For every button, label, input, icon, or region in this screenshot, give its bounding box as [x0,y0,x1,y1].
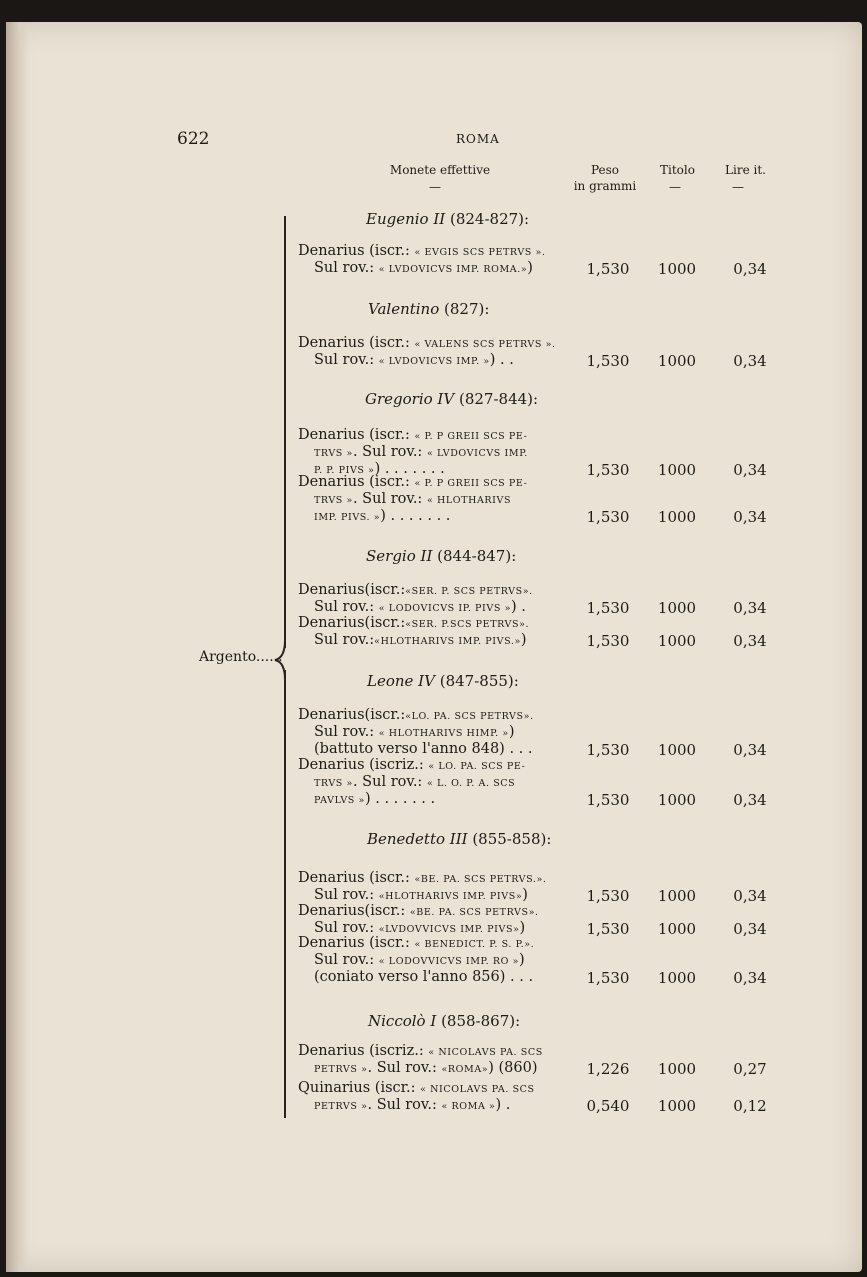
coin-inscription: PETRVS » [314,1101,368,1112]
coin-text: ) . [495,1097,511,1113]
coin-peso: 1,530 [586,741,630,759]
coin-inscription: « LVDOVICVS IMP. [426,448,528,459]
reign-heading: Sergio II (844-847): [366,547,517,565]
coin-text: Denarius (iscr.: [298,935,415,951]
coin-peso: 1,530 [586,887,630,905]
column-header-weight: Peso [590,163,620,177]
coin-inscription: TRVS » [314,778,353,789]
coin-description-line [298,757,525,775]
coin-description-line [298,427,527,445]
coin-lire: 0,34 [733,260,767,278]
coin-inscription: « P. P GREII SCS PE- [414,431,528,442]
column-header-dash: — [732,180,744,194]
coin-inscription: « ROMA » [441,1101,496,1112]
brace-upper [284,216,286,648]
coin-inscription: «LO. PA. SCS PETRVS». [405,711,534,722]
coin-description-line [314,969,533,986]
coin-description-line [314,952,525,970]
coin-inscription: « L. O. P. A. SCS [426,778,516,789]
coin-inscription: «BE. PA. SCS PETRVS». [409,907,539,918]
coin-peso: 1,530 [586,791,630,809]
coin-inscription: P. P. PIVS » [314,465,375,476]
coin-titolo: 1000 [657,969,697,987]
coin-text: . Sul rov.: [352,444,427,460]
coin-inscription: PETRVS » [314,1064,368,1075]
coin-peso: 1,530 [586,599,630,617]
coin-lire: 0,34 [733,352,767,370]
coin-description-line [298,1080,535,1098]
coin-text: ) [519,920,526,936]
coin-lire: 0,34 [733,632,767,650]
coin-inscription: «SER. P.SCS PETRVS». [405,619,530,630]
coin-inscription: « NICOLAVS PA. SCS [428,1047,543,1058]
brace-lower [284,670,286,1118]
coin-description-line [298,870,547,888]
coin-text: ) (860) [488,1060,538,1076]
coin-text: ) . [511,599,526,615]
coin-text: Denarius(iscr.: [298,707,406,723]
coin-description-line [298,474,527,492]
coin-description-line [298,582,533,600]
coin-peso: 1,530 [586,352,630,370]
coin-text: Sul rov.: [314,724,379,740]
coin-description-line [314,491,511,509]
coin-text: Denarius (iscriz.: [298,1043,429,1059]
coin-inscription: « LO. PA. SCS PE- [428,761,526,772]
coin-inscription: «SER. P. SCS PETRVS». [405,586,533,597]
coin-inscription: « EVGIS SCS PETRVS ». [414,247,546,258]
coin-description-line [314,1060,538,1078]
coin-text: . Sul rov.: [367,1097,442,1113]
coin-text: ) [522,887,528,903]
coin-description-line [298,243,546,261]
coin-text: ) [527,260,533,276]
coin-inscription: «HLOTHARIVS IMP. PIVS.» [374,636,521,647]
coin-titolo: 1000 [657,1097,697,1115]
coin-inscription: «BE. PA. SCS PETRVS.». [414,874,547,885]
coin-text: Quinarius (iscr.: [298,1080,421,1096]
coin-inscription: « LODOVVICVS IMP. RO » [378,956,520,967]
coin-description-line [298,615,529,633]
coin-description-line [314,508,450,526]
coin-text: (battuto verso l'anno 848) . . . [314,741,533,757]
coin-text: Denarius (iscr.: [298,335,415,351]
coin-titolo: 1000 [657,461,697,479]
coin-description-line [298,335,556,353]
coin-text: Sul rov.: [314,920,379,936]
coin-lire: 0,12 [733,1097,767,1115]
coin-text: . Sul rov.: [352,491,427,507]
page-gutter-shadow [6,22,28,1272]
coin-peso: 1,530 [586,920,630,938]
coin-titolo: 1000 [657,632,697,650]
running-head: ROMA [456,132,500,146]
coin-text: Denarius(iscr.: [298,903,410,919]
coin-titolo: 1000 [657,1060,697,1078]
coin-lire: 0,34 [733,887,767,905]
coin-text: Denarius(iscr.: [298,615,406,631]
coin-text: Denarius(iscr.: [298,582,406,598]
coin-inscription: « BENEDICT. P. S. P.». [414,939,535,950]
page-number: 622 [177,129,210,149]
coin-text: Sul rov.: [314,952,379,968]
coin-description-line [314,791,435,809]
coin-description-line [314,632,527,650]
coin-inscription: TRVS » [314,495,353,506]
coin-description-line [298,903,539,921]
coin-inscription: « LVDOVICVS IMP. ROMA.» [378,264,528,275]
coin-titolo: 1000 [657,887,697,905]
coin-text: (coniato verso l'anno 856) . . . [314,969,534,985]
coin-lire: 0,34 [733,461,767,479]
coin-text: Denarius (iscr.: [298,427,415,443]
coin-peso: 1,530 [586,508,630,526]
coin-text: ) [508,724,515,740]
coin-inscription: IMP. PIVS. » [314,512,381,523]
coin-description-line [314,774,515,792]
coin-inscription: « P. P GREII SCS PE- [414,478,528,489]
coin-description-line [314,352,514,370]
reign-heading: Valentino (827): [368,300,490,318]
coin-lire: 0,34 [733,599,767,617]
coin-titolo: 1000 [657,920,697,938]
metal-label: Argento...... [199,649,283,665]
coin-inscription: «LVDOVVICVS IMP. PIVS» [378,924,520,935]
coin-lire: 0,27 [733,1060,767,1078]
coin-peso: 1,530 [586,461,630,479]
coin-peso: 1,530 [586,260,630,278]
coin-peso: 1,530 [586,632,630,650]
coin-description-line [314,724,515,742]
coin-text: ) [519,952,525,968]
coin-description-line [298,707,534,725]
coin-inscription: « LVDOVICVS IMP. » [378,356,490,367]
column-header-value: Lire it. [725,163,766,177]
coin-inscription: «ROMA» [441,1064,489,1075]
column-header-dash: — [669,180,681,194]
coin-peso: 0,540 [586,1097,630,1115]
coin-titolo: 1000 [657,508,697,526]
coin-text: Denarius (iscr.: [298,243,415,259]
coin-inscription: «HLOTHARIVS IMP. PIVS» [378,891,523,902]
coin-text: ) . . [489,352,514,368]
coin-text: ) [520,632,527,648]
column-header-dash: — [429,180,441,194]
coin-peso: 1,226 [586,1060,630,1078]
coin-inscription: TRVS » [314,448,353,459]
coin-titolo: 1000 [657,741,697,759]
coin-lire: 0,34 [733,741,767,759]
coin-inscription: « LODOVICVS IP. PIVS » [378,603,512,614]
reign-heading: Benedetto III (855-858): [367,830,552,848]
coin-titolo: 1000 [657,791,697,809]
coin-inscription: « VALENS SCS PETRVS ». [414,339,556,350]
coin-inscription: « NICOLAVS PA. SCS [420,1084,535,1095]
coin-description-line [314,1097,510,1115]
coin-peso: 1,530 [586,969,630,987]
coin-text: Denarius (iscr.: [298,474,415,490]
coin-text: Sul rov.: [314,260,379,276]
coin-description-line [314,260,533,278]
coin-description-line [298,935,534,953]
reign-heading: Eugenio II (824-827): [366,210,530,228]
coin-inscription: PAVLVS » [314,795,365,806]
coin-lire: 0,34 [733,920,767,938]
coin-lire: 0,34 [733,508,767,526]
column-header-weight-unit: in grammi [573,179,637,193]
coin-description-line [314,444,528,462]
coin-text: . Sul rov.: [352,774,427,790]
coin-text: Sul rov.: [314,887,379,903]
column-header-fineness: Titolo [660,163,695,177]
coin-lire: 0,34 [733,969,767,987]
coin-lire: 0,34 [733,791,767,809]
coin-text: ) . . . . . . . [380,508,451,524]
coin-text: Denarius (iscriz.: [298,757,429,773]
coin-inscription: « HLOTHARIVS [426,495,512,506]
coin-description-line [298,1043,543,1061]
reign-heading: Leone IV (847-855): [367,672,519,690]
coin-titolo: 1000 [657,352,697,370]
coin-inscription: « HLOTHARIVS HIMP. » [378,728,509,739]
coin-text: ) . . . . . . . [364,791,436,807]
reign-heading: Niccolò I (858-867): [368,1012,521,1030]
coin-text: . Sul rov.: [367,1060,442,1076]
coin-text: ) . . . . . . . [374,461,445,477]
coin-text: Sul rov.: [314,632,375,648]
coin-text: Sul rov.: [314,352,379,368]
coin-titolo: 1000 [657,599,697,617]
coin-text: Denarius (iscr.: [298,870,415,886]
coin-description-line [314,741,533,758]
reign-heading: Gregorio IV (827-844): [365,390,539,408]
coin-text: Sul rov.: [314,599,379,615]
coin-titolo: 1000 [657,260,697,278]
column-header-coins: Monete effettive [389,163,491,177]
